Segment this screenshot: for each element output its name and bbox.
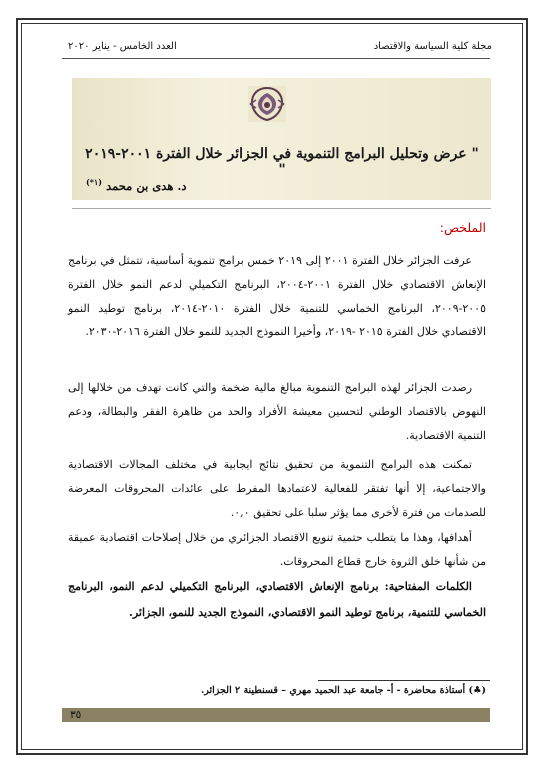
footnote: (♣) أستاذة محاضرة - أ- جامعة عبد الحميد مهري – قسنطينة ٢ الجزائر. — [200, 685, 486, 696]
abstract-paragraph-4: أهدافها، وهذا ما يتطلب حتمية تنويع الاقتصاد الجزائري من خلال إصلاحات اقتصادية عميقة من شأنها خلق الثروة خارج قطاع المحروقات. — [68, 531, 486, 568]
header-divider — [62, 58, 490, 59]
author-name: د. هدى بن محمد — [106, 178, 187, 193]
ornament-icon — [246, 84, 288, 124]
page-number: ٣٥ — [70, 709, 82, 721]
title-divider — [72, 208, 491, 209]
author-footnote-mark: (١*) — [86, 177, 103, 187]
abstract-paragraph-3: تمكنت هذه البرامج التنموية من تحقيق نتائج ايجابية في مختلف المجالات الاقتصادية والاجتماعية، إلا أنها تفتقر للفعالية لاعتمادها المفرط على عائدات المحروقات المعرضة للصدمات من فترة لأخرى مما يؤثر سلبا على تحقيق ٠,٠. — [68, 458, 486, 519]
issue-info: العدد الخامس - يناير ٢٠٢٠ — [68, 41, 177, 52]
abstract-paragraph-1: عرفت الجزائر خلال الفترة ٢٠٠١ إلى ٢٠١٩ خمس برامج تنموية أساسية، تتمثل في برنامج الإنعاش الاقتصادي خلال الفترة ٢٠٠١-٢٠٠٤، البرنامج التكميلي لدعم النمو خلال الفترة ٢٠٠٥-٢٠٠٩، البرنامج الخماسي للتنمية خلال الفترة ٢٠١٠-٢٠١٤، برنامج توطيد النمو الاقتصادي خلال الفترة ٢٠١٥ -٢٠١٩، وأخيرا النموذج الجديد للنمو خلال الفترة ٢٠١٦-٢٠٣٠. — [68, 254, 487, 339]
article-title: " عرض وتحليل البرامج التنموية في الجزائر خلال الفترة ٢٠٠١-٢٠١٩ " — [85, 146, 479, 178]
author-line — [86, 177, 187, 193]
journal-name: مجلة كلية السياسة والاقتصاد — [373, 41, 492, 52]
abstract-heading: الملخص: — [439, 220, 486, 235]
footnote-divider — [318, 680, 490, 681]
footer-bar — [62, 708, 490, 722]
keywords: الكلمات المفتاحية: برنامج الإنعاش الاقتصادي، البرنامج التكميلي لدعم النمو، البرنامج الخماسي للتنمية، برنامج توطيد النمو الاقتصادي، النموذج الجديد للنمو، الجزائر. — [68, 580, 486, 619]
abstract-paragraph-2: رصدت الجزائر لهذه البرامج التنموية مبالغ مالية ضخمة والتي كانت تهدف من خلالها إلى النهوض بالاقتصاد الوطني لتحسين معيشة الأفراد والحد من ظاهرة الفقر والبطالة، ودعم التنمية الاقتصادية. — [68, 381, 486, 442]
